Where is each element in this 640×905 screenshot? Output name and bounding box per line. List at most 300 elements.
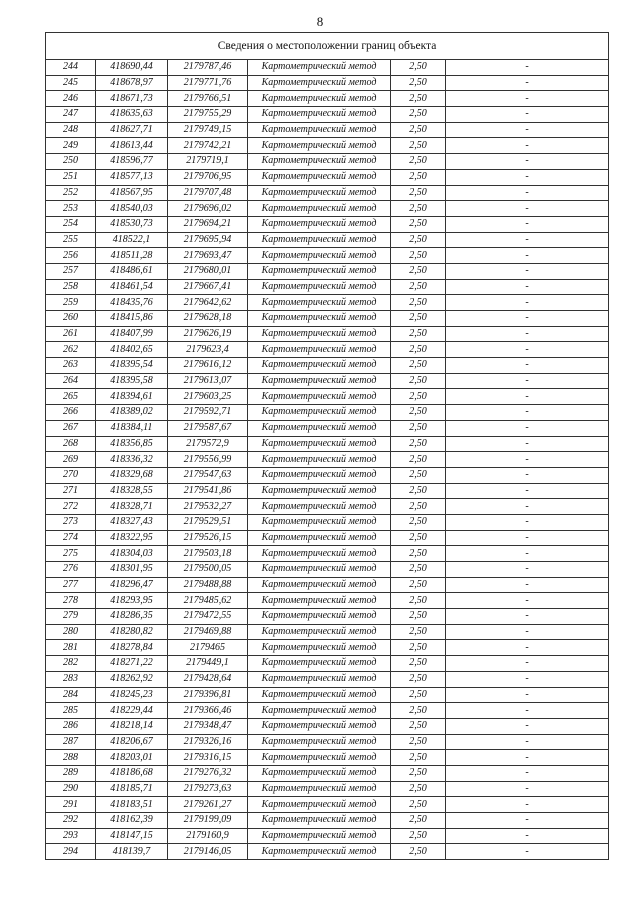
- y-coordinate-cell: 2179616,12: [168, 358, 248, 374]
- point-number-cell: 250: [46, 154, 96, 170]
- point-number-cell: 281: [46, 640, 96, 656]
- x-coordinate-cell: 418394,61: [96, 389, 168, 405]
- accuracy-cell: 2,50: [391, 436, 446, 452]
- y-coordinate-cell: 2179273,63: [168, 781, 248, 797]
- table-row: [46, 640, 609, 656]
- table-row: [46, 154, 609, 170]
- table-row: [46, 750, 609, 766]
- point-number-cell: 256: [46, 248, 96, 264]
- x-coordinate-cell: 418384,11: [96, 420, 168, 436]
- point-number-cell: 261: [46, 326, 96, 342]
- table-header-row: [46, 33, 609, 60]
- point-number-cell: 258: [46, 279, 96, 295]
- description-cell: -: [446, 656, 609, 672]
- y-coordinate-cell: 2179628,18: [168, 311, 248, 327]
- method-cell: Картометрический метод: [248, 373, 391, 389]
- accuracy-cell: 2,50: [391, 311, 446, 327]
- accuracy-cell: 2,50: [391, 389, 446, 405]
- method-cell: Картометрический метод: [248, 436, 391, 452]
- method-cell: Картометрический метод: [248, 483, 391, 499]
- description-cell: -: [446, 828, 609, 844]
- point-number-cell: 271: [46, 483, 96, 499]
- point-number-cell: 278: [46, 593, 96, 609]
- x-coordinate-cell: 418540,03: [96, 201, 168, 217]
- accuracy-cell: 2,50: [391, 138, 446, 154]
- method-cell: Картометрический метод: [248, 640, 391, 656]
- method-cell: Картометрический метод: [248, 169, 391, 185]
- table-row: [46, 201, 609, 217]
- accuracy-cell: 2,50: [391, 216, 446, 232]
- point-number-cell: 252: [46, 185, 96, 201]
- description-cell: -: [446, 311, 609, 327]
- accuracy-cell: 2,50: [391, 263, 446, 279]
- description-cell: -: [446, 436, 609, 452]
- x-coordinate-cell: 418185,71: [96, 781, 168, 797]
- table-row: [46, 279, 609, 295]
- point-number-cell: 293: [46, 828, 96, 844]
- point-number-cell: 245: [46, 75, 96, 91]
- accuracy-cell: 2,50: [391, 797, 446, 813]
- table-row: [46, 91, 609, 107]
- x-coordinate-cell: 418139,7: [96, 844, 168, 860]
- table-row: [46, 467, 609, 483]
- description-cell: -: [446, 405, 609, 421]
- accuracy-cell: 2,50: [391, 671, 446, 687]
- y-coordinate-cell: 2179771,76: [168, 75, 248, 91]
- method-cell: Картометрический метод: [248, 75, 391, 91]
- description-cell: -: [446, 671, 609, 687]
- description-cell: -: [446, 577, 609, 593]
- point-number-cell: 246: [46, 91, 96, 107]
- method-cell: Картометрический метод: [248, 232, 391, 248]
- method-cell: Картометрический метод: [248, 91, 391, 107]
- method-cell: Картометрический метод: [248, 750, 391, 766]
- y-coordinate-cell: 2179749,15: [168, 122, 248, 138]
- point-number-cell: 276: [46, 562, 96, 578]
- y-coordinate-cell: 2179396,81: [168, 687, 248, 703]
- x-coordinate-cell: 418183,51: [96, 797, 168, 813]
- description-cell: -: [446, 703, 609, 719]
- x-coordinate-cell: 418206,67: [96, 734, 168, 750]
- method-cell: Картометрический метод: [248, 797, 391, 813]
- table-row: [46, 232, 609, 248]
- accuracy-cell: 2,50: [391, 577, 446, 593]
- y-coordinate-cell: 2179500,05: [168, 562, 248, 578]
- table-row: [46, 373, 609, 389]
- table-row: [46, 797, 609, 813]
- table-row: [46, 389, 609, 405]
- y-coordinate-cell: 2179485,62: [168, 593, 248, 609]
- y-coordinate-cell: 2179755,29: [168, 107, 248, 123]
- x-coordinate-cell: 418186,68: [96, 765, 168, 781]
- description-cell: -: [446, 467, 609, 483]
- accuracy-cell: 2,50: [391, 656, 446, 672]
- x-coordinate-cell: 418278,84: [96, 640, 168, 656]
- accuracy-cell: 2,50: [391, 781, 446, 797]
- accuracy-cell: 2,50: [391, 844, 446, 860]
- table-row: [46, 671, 609, 687]
- method-cell: Картометрический метод: [248, 154, 391, 170]
- x-coordinate-cell: 418690,44: [96, 60, 168, 76]
- x-coordinate-cell: 418511,28: [96, 248, 168, 264]
- y-coordinate-cell: 2179276,32: [168, 765, 248, 781]
- x-coordinate-cell: 418328,71: [96, 499, 168, 515]
- description-cell: -: [446, 107, 609, 123]
- method-cell: Картометрический метод: [248, 216, 391, 232]
- y-coordinate-cell: 2179469,88: [168, 624, 248, 640]
- method-cell: Картометрический метод: [248, 185, 391, 201]
- table-row: [46, 562, 609, 578]
- method-cell: Картометрический метод: [248, 813, 391, 829]
- point-number-cell: 254: [46, 216, 96, 232]
- description-cell: -: [446, 232, 609, 248]
- table-row: [46, 75, 609, 91]
- table-row: [46, 122, 609, 138]
- point-number-cell: 268: [46, 436, 96, 452]
- description-cell: -: [446, 718, 609, 734]
- y-coordinate-cell: 2179547,63: [168, 467, 248, 483]
- x-coordinate-cell: 418245,23: [96, 687, 168, 703]
- x-coordinate-cell: 418328,55: [96, 483, 168, 499]
- point-number-cell: 290: [46, 781, 96, 797]
- table-row: [46, 813, 609, 829]
- boundary-table-sheet: [45, 32, 608, 860]
- y-coordinate-cell: 2179160,9: [168, 828, 248, 844]
- description-cell: -: [446, 514, 609, 530]
- x-coordinate-cell: 418678,97: [96, 75, 168, 91]
- x-coordinate-cell: 418286,35: [96, 609, 168, 625]
- method-cell: Картометрический метод: [248, 530, 391, 546]
- y-coordinate-cell: 2179465: [168, 640, 248, 656]
- method-cell: Картометрический метод: [248, 546, 391, 562]
- method-cell: Картометрический метод: [248, 311, 391, 327]
- y-coordinate-cell: 2179316,15: [168, 750, 248, 766]
- point-number-cell: 248: [46, 122, 96, 138]
- method-cell: Картометрический метод: [248, 342, 391, 358]
- point-number-cell: 287: [46, 734, 96, 750]
- table-row: [46, 844, 609, 860]
- x-coordinate-cell: 418322,95: [96, 530, 168, 546]
- point-number-cell: 260: [46, 311, 96, 327]
- y-coordinate-cell: 2179261,27: [168, 797, 248, 813]
- y-coordinate-cell: 2179472,55: [168, 609, 248, 625]
- table-row: [46, 169, 609, 185]
- point-number-cell: 279: [46, 609, 96, 625]
- x-coordinate-cell: 418356,85: [96, 436, 168, 452]
- point-number-cell: 291: [46, 797, 96, 813]
- accuracy-cell: 2,50: [391, 718, 446, 734]
- point-number-cell: 283: [46, 671, 96, 687]
- page-number: 8: [316, 14, 324, 29]
- point-number-cell: 263: [46, 358, 96, 374]
- description-cell: -: [446, 734, 609, 750]
- table-row: [46, 358, 609, 374]
- y-coordinate-cell: 2179526,15: [168, 530, 248, 546]
- accuracy-cell: 2,50: [391, 687, 446, 703]
- description-cell: -: [446, 687, 609, 703]
- description-cell: -: [446, 624, 609, 640]
- y-coordinate-cell: 2179680,01: [168, 263, 248, 279]
- table-row: [46, 718, 609, 734]
- description-cell: -: [446, 452, 609, 468]
- method-cell: Картометрический метод: [248, 734, 391, 750]
- accuracy-cell: 2,50: [391, 405, 446, 421]
- x-coordinate-cell: 418486,61: [96, 263, 168, 279]
- point-number-cell: 286: [46, 718, 96, 734]
- method-cell: Картометрический метод: [248, 593, 391, 609]
- accuracy-cell: 2,50: [391, 530, 446, 546]
- point-number-cell: 266: [46, 405, 96, 421]
- description-cell: -: [446, 185, 609, 201]
- point-number-cell: 292: [46, 813, 96, 829]
- description-cell: -: [446, 373, 609, 389]
- table-body: [46, 60, 609, 860]
- point-number-cell: 259: [46, 295, 96, 311]
- point-number-cell: 255: [46, 232, 96, 248]
- accuracy-cell: 2,50: [391, 514, 446, 530]
- accuracy-cell: 2,50: [391, 640, 446, 656]
- table-row: [46, 577, 609, 593]
- table-row: [46, 60, 609, 76]
- method-cell: Картометрический метод: [248, 138, 391, 154]
- description-cell: -: [446, 358, 609, 374]
- x-coordinate-cell: 418293,95: [96, 593, 168, 609]
- x-coordinate-cell: 418530,73: [96, 216, 168, 232]
- description-cell: -: [446, 138, 609, 154]
- accuracy-cell: 2,50: [391, 750, 446, 766]
- table-row: [46, 452, 609, 468]
- method-cell: Картометрический метод: [248, 718, 391, 734]
- method-cell: Картометрический метод: [248, 656, 391, 672]
- method-cell: Картометрический метод: [248, 420, 391, 436]
- point-number-cell: 289: [46, 765, 96, 781]
- y-coordinate-cell: 2179766,51: [168, 91, 248, 107]
- method-cell: Картометрический метод: [248, 389, 391, 405]
- point-number-cell: 265: [46, 389, 96, 405]
- method-cell: Картометрический метод: [248, 201, 391, 217]
- y-coordinate-cell: 2179587,67: [168, 420, 248, 436]
- method-cell: Картометрический метод: [248, 405, 391, 421]
- x-coordinate-cell: 418304,03: [96, 546, 168, 562]
- y-coordinate-cell: 2179428,64: [168, 671, 248, 687]
- x-coordinate-cell: 418162,39: [96, 813, 168, 829]
- table-row: [46, 734, 609, 750]
- y-coordinate-cell: 2179642,62: [168, 295, 248, 311]
- table-row: [46, 609, 609, 625]
- table-row: [46, 546, 609, 562]
- accuracy-cell: 2,50: [391, 420, 446, 436]
- method-cell: Картометрический метод: [248, 248, 391, 264]
- y-coordinate-cell: 2179693,47: [168, 248, 248, 264]
- x-coordinate-cell: 418271,22: [96, 656, 168, 672]
- description-cell: -: [446, 216, 609, 232]
- table-row: [46, 828, 609, 844]
- x-coordinate-cell: 418627,71: [96, 122, 168, 138]
- y-coordinate-cell: 2179326,16: [168, 734, 248, 750]
- description-cell: -: [446, 154, 609, 170]
- y-coordinate-cell: 2179572,9: [168, 436, 248, 452]
- accuracy-cell: 2,50: [391, 483, 446, 499]
- description-cell: -: [446, 593, 609, 609]
- table-row: [46, 311, 609, 327]
- y-coordinate-cell: 2179488,88: [168, 577, 248, 593]
- accuracy-cell: 2,50: [391, 593, 446, 609]
- accuracy-cell: 2,50: [391, 185, 446, 201]
- table-row: [46, 687, 609, 703]
- accuracy-cell: 2,50: [391, 279, 446, 295]
- y-coordinate-cell: 2179706,95: [168, 169, 248, 185]
- table-row: [46, 248, 609, 264]
- method-cell: Картометрический метод: [248, 577, 391, 593]
- accuracy-cell: 2,50: [391, 122, 446, 138]
- table-row: [46, 420, 609, 436]
- description-cell: -: [446, 483, 609, 499]
- table-row: [46, 107, 609, 123]
- table-row: [46, 405, 609, 421]
- description-cell: -: [446, 60, 609, 76]
- accuracy-cell: 2,50: [391, 201, 446, 217]
- method-cell: Картометрический метод: [248, 279, 391, 295]
- point-number-cell: 267: [46, 420, 96, 436]
- accuracy-cell: 2,50: [391, 358, 446, 374]
- description-cell: -: [446, 91, 609, 107]
- method-cell: Картометрический метод: [248, 765, 391, 781]
- method-cell: Картометрический метод: [248, 609, 391, 625]
- x-coordinate-cell: 418435,76: [96, 295, 168, 311]
- accuracy-cell: 2,50: [391, 546, 446, 562]
- accuracy-cell: 2,50: [391, 609, 446, 625]
- y-coordinate-cell: 2179556,99: [168, 452, 248, 468]
- table-row: [46, 781, 609, 797]
- point-number-cell: 284: [46, 687, 96, 703]
- description-cell: -: [446, 562, 609, 578]
- description-cell: -: [446, 499, 609, 515]
- method-cell: Картометрический метод: [248, 263, 391, 279]
- point-number-cell: 294: [46, 844, 96, 860]
- accuracy-cell: 2,50: [391, 154, 446, 170]
- x-coordinate-cell: 418218,14: [96, 718, 168, 734]
- point-number-cell: 251: [46, 169, 96, 185]
- accuracy-cell: 2,50: [391, 75, 446, 91]
- y-coordinate-cell: 2179199,09: [168, 813, 248, 829]
- table-row: [46, 499, 609, 515]
- point-number-cell: 269: [46, 452, 96, 468]
- accuracy-cell: 2,50: [391, 765, 446, 781]
- x-coordinate-cell: 418329,68: [96, 467, 168, 483]
- table-row: [46, 765, 609, 781]
- accuracy-cell: 2,50: [391, 452, 446, 468]
- description-cell: -: [446, 546, 609, 562]
- x-coordinate-cell: 418296,47: [96, 577, 168, 593]
- y-coordinate-cell: 2179348,47: [168, 718, 248, 734]
- y-coordinate-cell: 2179541,86: [168, 483, 248, 499]
- accuracy-cell: 2,50: [391, 342, 446, 358]
- y-coordinate-cell: 2179366,46: [168, 703, 248, 719]
- accuracy-cell: 2,50: [391, 373, 446, 389]
- description-cell: -: [446, 797, 609, 813]
- method-cell: Картометрический метод: [248, 624, 391, 640]
- x-coordinate-cell: 418671,73: [96, 91, 168, 107]
- table-row: [46, 326, 609, 342]
- table-row: [46, 263, 609, 279]
- method-cell: Картометрический метод: [248, 671, 391, 687]
- description-cell: -: [446, 765, 609, 781]
- x-coordinate-cell: 418262,92: [96, 671, 168, 687]
- method-cell: Картометрический метод: [248, 295, 391, 311]
- accuracy-cell: 2,50: [391, 813, 446, 829]
- accuracy-cell: 2,50: [391, 562, 446, 578]
- x-coordinate-cell: 418577,13: [96, 169, 168, 185]
- method-cell: Картометрический метод: [248, 107, 391, 123]
- x-coordinate-cell: 418407,99: [96, 326, 168, 342]
- point-number-cell: 275: [46, 546, 96, 562]
- description-cell: -: [446, 263, 609, 279]
- description-cell: -: [446, 279, 609, 295]
- x-coordinate-cell: 418522,1: [96, 232, 168, 248]
- x-coordinate-cell: 418461,54: [96, 279, 168, 295]
- table-row: [46, 624, 609, 640]
- point-number-cell: 277: [46, 577, 96, 593]
- description-cell: -: [446, 295, 609, 311]
- accuracy-cell: 2,50: [391, 326, 446, 342]
- point-number-cell: 253: [46, 201, 96, 217]
- table-row: [46, 138, 609, 154]
- description-cell: -: [446, 342, 609, 358]
- x-coordinate-cell: 418327,43: [96, 514, 168, 530]
- point-number-cell: 264: [46, 373, 96, 389]
- point-number-cell: 282: [46, 656, 96, 672]
- x-coordinate-cell: 418301,95: [96, 562, 168, 578]
- description-cell: -: [446, 813, 609, 829]
- point-number-cell: 257: [46, 263, 96, 279]
- description-cell: -: [446, 609, 609, 625]
- accuracy-cell: 2,50: [391, 734, 446, 750]
- accuracy-cell: 2,50: [391, 248, 446, 264]
- accuracy-cell: 2,50: [391, 60, 446, 76]
- table-row: [46, 514, 609, 530]
- point-number-cell: 273: [46, 514, 96, 530]
- point-number-cell: 244: [46, 60, 96, 76]
- x-coordinate-cell: 418596,77: [96, 154, 168, 170]
- accuracy-cell: 2,50: [391, 107, 446, 123]
- method-cell: Картометрический метод: [248, 844, 391, 860]
- x-coordinate-cell: 418635,63: [96, 107, 168, 123]
- method-cell: Картометрический метод: [248, 452, 391, 468]
- y-coordinate-cell: 2179719,1: [168, 154, 248, 170]
- method-cell: Картометрический метод: [248, 703, 391, 719]
- y-coordinate-cell: 2179603,25: [168, 389, 248, 405]
- accuracy-cell: 2,50: [391, 828, 446, 844]
- description-cell: -: [446, 389, 609, 405]
- description-cell: -: [446, 169, 609, 185]
- method-cell: Картометрический метод: [248, 358, 391, 374]
- accuracy-cell: 2,50: [391, 624, 446, 640]
- method-cell: Картометрический метод: [248, 562, 391, 578]
- method-cell: Картометрический метод: [248, 828, 391, 844]
- method-cell: Картометрический метод: [248, 326, 391, 342]
- table-row: [46, 185, 609, 201]
- y-coordinate-cell: 2179449,1: [168, 656, 248, 672]
- table-row: [46, 703, 609, 719]
- y-coordinate-cell: 2179694,21: [168, 216, 248, 232]
- method-cell: Картометрический метод: [248, 514, 391, 530]
- description-cell: -: [446, 326, 609, 342]
- method-cell: Картометрический метод: [248, 60, 391, 76]
- table-row: [46, 483, 609, 499]
- accuracy-cell: 2,50: [391, 232, 446, 248]
- x-coordinate-cell: 418613,44: [96, 138, 168, 154]
- method-cell: Картометрический метод: [248, 122, 391, 138]
